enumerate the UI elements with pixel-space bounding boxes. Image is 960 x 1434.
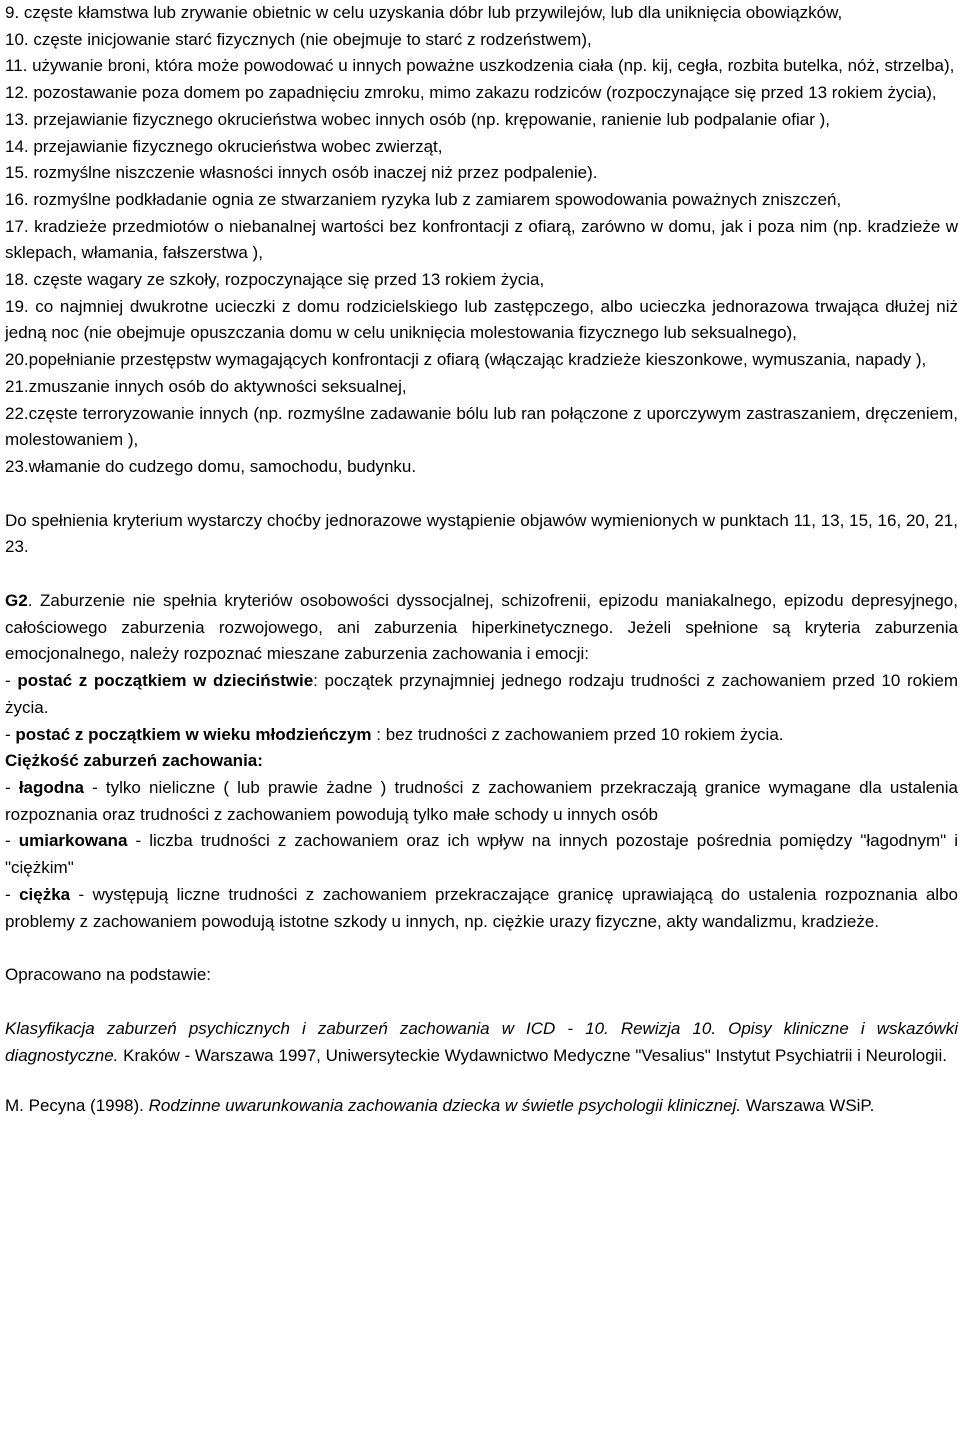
dash: -: [5, 671, 18, 691]
criterion-item: 9. częste kłamstwa lub zrywanie obietnic w celu uzyskania dóbr lub przywilejów, lub dla uniknięcia obowiązków,: [5, 3, 843, 22]
reference-title: Rodzinne uwarunkowania zachowania dziecka w świetle psychologii klinicznej.: [148, 1096, 742, 1116]
form-text: : bez trudności z zachowaniem przed 10 rokiem życia.: [371, 724, 784, 744]
criterion-item: 15. rozmyślne niszczenie własności innych osób inaczej niż przez podpalenie).: [5, 163, 598, 183]
severity-text: - liczba trudności z zachowaniem oraz ich wpływ na innych pozostaje pośrednia pomiędzy "łagodnym" i "ciężkim": [5, 831, 958, 878]
criterion-item: 10. częste inicjowanie starć fizycznych (nie obejmuje to starć z rodzeństwem),: [5, 29, 592, 49]
reference-item: [5, 1016, 958, 1069]
severity-term: ciężka: [19, 884, 71, 904]
severity-text: - występują liczne trudności z zachowaniem przekraczające granicę uprawiającą do ustalenia rozpoznania albo problemy z zachowaniem powodują istotne szkody u innych, np. ciężkie urazy fizyczne, akty wandalizmu, kradzieże.: [5, 884, 958, 931]
criterion-note: Do spełnienia kryterium wystarczy choćby jednorazowe wystąpienie objawów wymienionych w punktach 11, 13, 15, 16, 20, 21, 23.: [5, 510, 958, 557]
form-item: [5, 668, 958, 721]
form-item: [5, 722, 958, 749]
form-term: postać z początkiem w wieku młodzieńczym: [15, 724, 372, 744]
criterion-item: 11. używanie broni, która może powodować u innych poważne uszkodzenia ciała (np. kij, cegła, rozbita butelka, nóż, strzelba),: [5, 56, 955, 76]
criterion-item: 20.popełnianie przestępstw wymagających konfrontacji z ofiarą (włączając kradzieże kieszonkowe, wymuszania, napady ),: [5, 350, 927, 370]
sources-intro: Opracowano na podstawie:: [5, 965, 212, 985]
criterion-item: 16. rozmyślne podkładanie ognia ze stwarzaniem ryzyka lub z zamiarem spowodowania poważnych zniszczeń,: [5, 189, 842, 209]
spacer: [5, 561, 958, 588]
reference-rest: Kraków - Warszawa 1997, Uniwersyteckie Wydawnictwo Medyczne "Vesalius" Instytut Psychiatrii i Neurologii.: [118, 1045, 947, 1065]
reference-title: Klasyfikacja zaburzeń psychicznych i zaburzeń zachowania w ICD - 10. Rewizja 10. Opisy kliniczne i wskazówki diagnostyczne.: [5, 1018, 958, 1065]
criterion-item: 17. kradzieże przedmiotów o niebanalnej wartości bez konfrontacji z ofiarą, zarówno w domu, jak i poza nim (np. kradzieże w sklepach, włamania, fałszerstwa ),: [5, 216, 958, 263]
spacer: [5, 989, 958, 1016]
severity-term: łagodna: [18, 777, 84, 797]
severity-item: [5, 828, 958, 881]
criterion-item: 22.częste terroryzowanie innych (np. rozmyślne zadawanie bólu lub ran połączone z uporczywym zastraszaniem, dręczeniem, molestowaniem ),: [5, 403, 958, 450]
criterion-item: 19. co najmniej dwukrotne ucieczki z domu rodzicielskiego lub zastępczego, albo ucieczka jednorazowa trwająca dłużej niż jedną noc (nie obejmuje opuszczania domu w celu uniknięcia molestowania fizycznego lub seksualnego),: [5, 296, 958, 343]
g2-paragraph: [5, 588, 958, 668]
criterion-item: 13. przejawianie fizycznego okrucieństwa wobec innych osób (np. krępowanie, ranienie lub podpalanie ofiar ),: [5, 109, 830, 129]
form-text: : początek przynajmniej jednego rodzaju trudności z zachowaniem przed 10 rokiem życia.: [5, 671, 959, 717]
severity-item: [5, 775, 958, 828]
dash: -: [5, 884, 20, 904]
criterion-item: 12. pozostawanie poza domem po zapadnięciu zmroku, mimo zakazu rodziców (rozpoczynające się przed 13 rokiem życia),: [5, 83, 937, 103]
reference-rest: Warszawa WSiP.: [741, 1096, 875, 1116]
severity-item: [5, 882, 958, 935]
severity-term: umiarkowana: [18, 831, 128, 851]
dash: -: [5, 831, 19, 851]
criteria-list: [5, 0, 958, 481]
severity-heading-text: Ciężkość zaburzeń zachowania:: [5, 751, 263, 771]
g2-text: . Zaburzenie nie spełnia kryteriów osobowości dyssocjalnej, schizofrenii, epizodu maniakalnego, epizodu depresyjnego, całościowego zaburzenia rozwojowego, ani zaburzenia hiperkinetycznego. Jeżeli spełnione są kryteria zaburzenia emocjonalnego, należy rozpoznać mieszane zaburzenia zachowania i emocji:: [5, 591, 958, 664]
g2-label: G2: [5, 591, 28, 611]
criterion-item: 18. częste wagary ze szkoły, rozpoczynające się przed 13 rokiem życia,: [5, 270, 545, 290]
dash: -: [5, 724, 16, 744]
criterion-item: 21.zmuszanie innych osób do aktywności seksualnej,: [5, 376, 407, 396]
reference-item: [5, 1093, 958, 1120]
severity-heading: [5, 748, 958, 775]
form-term: postać z początkiem w dzieciństwie: [17, 671, 314, 691]
spacer: [5, 481, 958, 508]
severity-text: - tylko nieliczne ( lub prawie żadne ) trudności z zachowaniem przekraczają granice wymagane dla ustalenia rozpoznania oraz trudności z zachowaniem powodują tylko małe schody u innych osób: [5, 777, 958, 824]
spacer: [5, 1069, 958, 1093]
criterion-item: 23.włamanie do cudzego domu, samochodu, budynku.: [5, 456, 417, 476]
spacer: [5, 935, 958, 962]
criterion-item: 14. przejawianie fizycznego okrucieństwa wobec zwierząt,: [5, 136, 443, 156]
dash: -: [5, 777, 19, 797]
reference-lead: M. Pecyna (1998).: [5, 1096, 149, 1116]
